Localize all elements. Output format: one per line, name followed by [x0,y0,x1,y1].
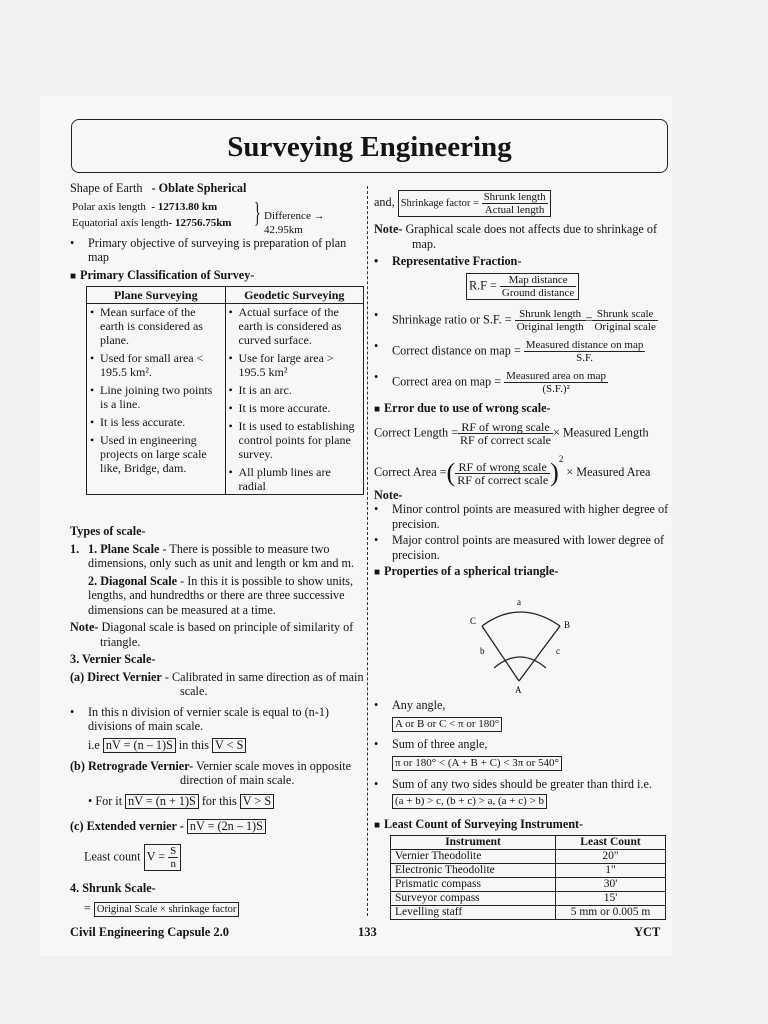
square-bullet-icon: ■ [70,270,77,282]
equatorial-value: - 12756.75km [168,216,232,229]
extended-formula: nV = (2n – 1)S [187,819,266,834]
footer-right: YCT [634,925,661,939]
col-header-plane: Plane Surveying [87,287,226,304]
paren-right: ) [550,457,559,487]
any-angle-label: Any angle, [392,698,446,712]
lc-value: 20" [556,850,666,864]
geodetic-point: All plumb lines are radial [238,465,331,493]
lc-lhs: V = [146,848,166,863]
scale-heading: Types of scale- [70,524,146,538]
lc-header-count: Least Count [556,836,666,850]
cd-den: S.F. [576,351,593,364]
cd-label: Correct distance on map = [392,342,521,357]
direct-formula: nV = (n – 1)S [103,738,176,753]
sr-den1: Original length [516,320,584,333]
graph-note-label: Note- [374,222,403,236]
rf-lhs: R.F = [469,277,497,292]
sum-angle-label: Sum of three angle, [392,736,488,751]
note-major: Major control points are measured with lower degree of precision. [392,533,665,562]
geodetic-point: Actual surface of the earth is considered as curved surface. [238,305,342,347]
geodetic-point: It is an arc. [238,383,292,397]
label-b: b [480,646,485,656]
table-row [391,850,666,864]
note-minor: Minor control points are measured with higher degree of precision. [392,502,669,531]
lc-instrument: Surveyor compass [391,892,556,906]
shape-value: - Oblate Spherical [151,181,247,195]
square-bullet-icon: ■ [374,567,381,579]
lc-value: 5 mm or 0.005 m [556,906,666,920]
table-row [391,906,666,920]
right-column-lower: • Any angle, A or B or C < π or 180° • Sum of three angle, π or 180° < (A + B + C) < 3π or 540° • Sum of any two sides should be greater than third i.e. (a + b) > c, (b + c) > a, (a + c) > b ■ Least Count of Surveying Instrument- Instrument Least Count Vernier Theodolite 20" Electronic Theodolite 1" Prismatic compass 30' Surveyor compass 15' Levelling staff 5 mm or 0.005 m [374,698,670,920]
shrinkage-factor-formula [398,190,551,217]
retrograde-text: Vernier scale moves in opposite direction of main scale. [180,758,352,787]
spherical-triangle-diagram [462,596,582,696]
shrink-label: Shrinkage factor = [400,197,479,209]
bullet-icon: • [70,235,75,250]
difference-value: Difference → 42.95km [264,209,325,236]
cl-den: RF of correct scale [460,433,552,447]
classification-table: Plane Surveying Geodetic Surveying • Mean surface of the earth is considered as plane. • Used for small area < 195.5 km². • Line joining two points is a line. • It is less accurate. • Used in engineering projects on large scale like, Bridge, dam. • Actual surface of the earth is considered as curved surface. • Use for large area > 195.5 km² • It is an arc. • It is more accurate. • It is used to establishing control points for plane survey. • All plumb lines are radial [86,286,364,495]
label-B: B [564,620,571,630]
sr-num1: Shrunk length [515,308,586,321]
cl-rhs: × Measured Length [553,425,649,440]
square-bullet-icon: ■ [374,403,381,415]
side-right [519,626,560,681]
sr-label: Shrinkage ratio or S.F. = [392,311,512,326]
direct-vernier-label: (a) Direct Vernier [70,669,162,684]
direct-condition: V < S [212,738,246,753]
note-label: Note- [70,620,99,634]
page-title: Surveying Engineering [71,119,668,173]
lc-denominator: n [170,857,176,870]
triangle-heading: Properties of a spherical triangle- [384,564,559,579]
least-count-label: Least count [84,848,141,863]
sum-sides-label: Sum of any two sides should be greater than third i.e. [392,777,652,791]
rf-den: Ground distance [501,286,575,299]
primary-objective: Primary objective of surveying is preparation of plan map [88,235,347,264]
geodetic-point: It is used to establishing control points for plane survey. [238,419,355,461]
rf-num: Map distance [500,274,576,287]
rf-heading: Representative Fraction- [392,254,522,268]
equatorial-label: Equatorial axis length [72,216,169,229]
label-C: C [470,616,477,626]
arc-top [482,612,560,626]
sr-den2: Original scale [594,320,656,333]
plane-point: Line joining two points is a line. [100,383,213,411]
geodetic-point: It is more accurate. [238,401,331,415]
least-count-heading: Least Count of Surveying Instrument- [384,816,584,831]
earth-shape-block [70,181,366,495]
rf-formula [466,273,579,300]
square-bullet-icon: ■ [374,819,381,831]
for-this-label: for this [201,793,237,808]
table-row [391,878,666,892]
lc-value: 30' [556,878,666,892]
direct-division-text: In this n division of vernier scale is equal to (n-1) divisions of main scale. [88,704,329,733]
column-divider [367,186,368,916]
scale-section: Types of scale- 1. 1. Plane Scale - There is possible to measure two dimensions, only such as unit and length or km and m. 2. Diagonal Scale - In this it is possible to show units, lengths, and hundredths or there are three successive dimensions can be measured at a time. Note- Diagonal scale is based on principle of similarity of triangle. 3. Vernier Scale- (a) Direct Vernier - Calibrated in same direction as of main scale. • In this n division of vernier scale is equal to (n-1) divisions of main scale. i.e nV = (n – 1)S in this V < S (b) Retrograde Vernier- Vernier scale moves in opposite direction of main scale. • For it nV = (n + 1)S for this V > S (c) Extended vernier - nV = (2n – 1)S Least count V = $\frac{S}{n}$ 4. Shrunk Scale- = Original Scale × shrinkage factor [70,524,366,917]
diagonal-scale-label: 2. Diagonal Scale [88,573,178,588]
least-count-table [390,835,666,920]
sr-num2: Shrunk scale [592,308,657,321]
lc-header-instrument: Instrument [391,836,556,850]
label-c: c [556,646,560,656]
shape-label: Shape of Earth [70,181,143,195]
geodetic-point: Use for large area > 195.5 km² [238,351,334,379]
least-count-formula [144,844,182,871]
label-A: A [515,685,522,695]
cl-num: RF of wrong scale [458,421,553,434]
lc-instrument: Electronic Theodolite [391,864,556,878]
label-a: a [517,597,521,607]
right-column: and, Shrinkage factor = $\frac{\text{Shrunk length}}{\text{Actual length}}$ Note- Graphical scale does not affects due to shrinkage of map. • Representative Fraction- R.F = $\frac{\text{Map distance}}{\text{Ground distance}}$ • Shrinkage ratio or S.F. = $\frac{\text{Shrunk length}}{\text{Original length}}$ = $\frac{\text{Shrunk scale}}{\text{Original scale}}$ • Correct distance on map = $\frac{\text{Measured distance on map}}{S.F.}$ • Correct area on map = $\frac{\text{Measured area on map}}{\text{(S.F.)²}}$ ■ Error due to use of wrong scale- Correct Length = $\frac{\text{RF of wrong scale}}{\text{RF of correct scale}}$ × Measured Length Correct Area =( $\frac{\text{RF of wrong scale}}{\text{RF of correct scale}}$ )$^2$ × Measured Area Note- • Minor control points are measured with higher degree of precision. • Major control points are measured with lower degree of precision. ■ Properties of a spherical triangle- [374,191,669,579]
table-row [391,864,666,878]
car-rhs: × Measured Area [566,465,651,479]
lc-value: 1" [556,864,666,878]
polar-value: - 12713.80 km [151,200,218,213]
plane-point: Mean surface of the earth is considered as plane. [100,305,203,347]
retrograde-label: (b) Retrograde Vernier- [70,758,194,773]
diagonal-scale-text: - In this it is possible to show units, lengths, and hundredths or there are three successive dimensions can be measured at a time. [88,573,354,617]
shrunk-equals: = [84,901,91,915]
sum-sides-formula: (a + b) > c, (b + c) > a, (a + c) > b [392,794,547,809]
extended-label: (c) Extended vernier - [70,818,184,833]
cd-num: Measured distance on map [525,338,644,351]
right-note-label: Note- [374,487,403,502]
cl-label: Correct Length = [374,425,459,440]
car-num: RF of wrong scale [455,461,550,474]
graph-note-text: Graphical scale does not affects due to shrinkage of map. [405,222,658,251]
sr-equals: = [585,311,593,326]
shrink-num: Shrunk length [483,191,546,203]
shrink-den: Actual length [484,204,545,216]
lc-instrument: Prismatic compass [391,878,556,892]
ie-label: i.e [88,737,100,752]
polar-label: Polar axis length [72,200,146,213]
plane-scale-label: 1. Plane Scale [88,541,160,556]
plane-point: It is less accurate. [100,415,186,429]
vernier-heading: 3. Vernier Scale- [70,652,156,666]
plane-point: Used in engineering projects on large scale like, Bridge, dam. [100,433,207,475]
error-heading: Error due to use of wrong scale- [384,400,551,415]
lc-numerator: S [170,844,177,857]
lc-instrument: Vernier Theodolite [391,850,556,864]
shrunk-formula: Original Scale × shrinkage factor [94,902,239,917]
for-it-label: For it [95,793,123,808]
diagonal-note: Diagonal scale is based on principle of similarity of triangle. [100,620,354,649]
classification-heading: Primary Classification of Survey- [80,267,255,282]
car-den: RF of correct scale [457,472,549,487]
car-label: Correct Area = [374,465,447,479]
paren-left: ( [446,457,456,487]
brace: } [254,197,261,229]
ca-num: Measured area on map [506,369,606,382]
arc-inner [494,657,546,668]
table-row [391,892,666,906]
side-left [482,626,519,681]
plane-point: Used for small area < 195.5 km². [100,351,204,379]
in-this-label: in this [178,737,209,752]
sum-angle-formula: π or 180° < (A + B + C) < 3π or 540° [392,756,562,771]
shrunk-heading: 4. Shrunk Scale- [70,880,156,895]
footer-page-number: 133 [358,925,377,939]
and-label: and, [374,194,395,209]
col-header-geodetic: Geodetic Surveying [225,287,364,304]
any-angle-formula: A or B or C < π or 180° [392,717,502,732]
ca-label: Correct area on map = [392,373,502,388]
direct-vernier-text: - Calibrated in same direction as of main scale. [164,669,364,698]
retrograde-formula: nV = (n + 1)S [125,794,199,809]
retrograde-condition: V > S [240,794,274,809]
footer-left: Civil Engineering Capsule 2.0 [70,925,230,939]
plane-scale-text: - There is possible to measure two dimensions, only such as unit and length or km and m. [88,541,355,570]
ca-den: (S.F.)² [542,382,570,395]
lc-instrument: Levelling staff [391,906,556,920]
lc-value: 15' [556,892,666,906]
